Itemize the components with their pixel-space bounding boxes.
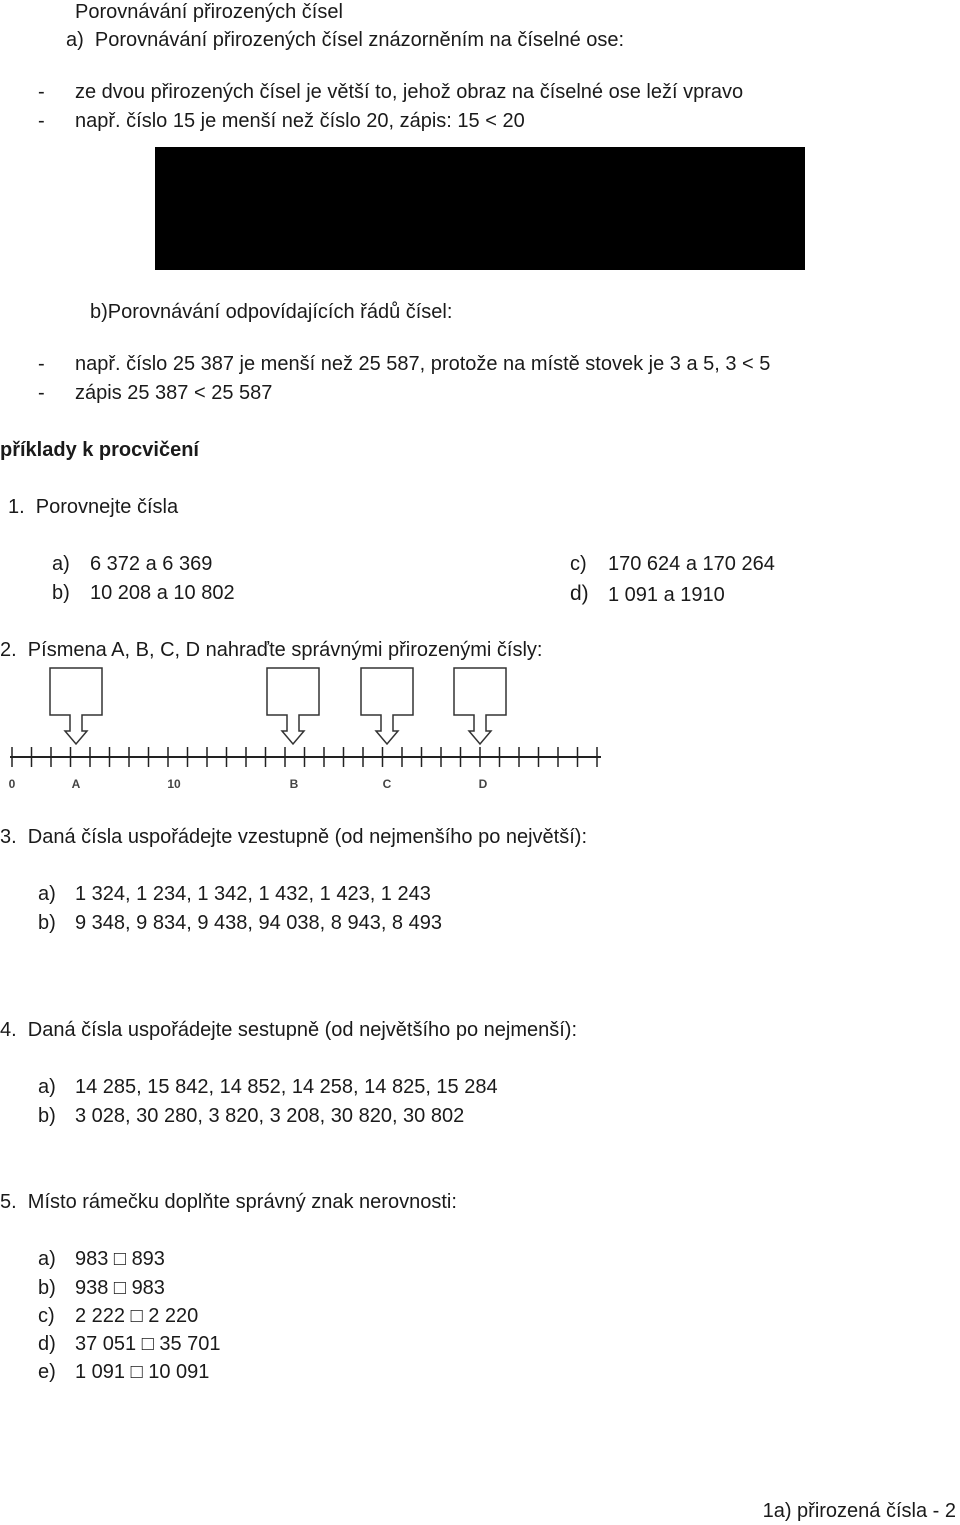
axis-label-d: D	[478, 777, 488, 791]
bullet-dash: -	[38, 81, 45, 103]
ex1-label-c: c)	[570, 553, 587, 575]
section-a-bullet-1: ze dvou přirozených čísel je větší to, jehož obraz na číselné ose leží vpravo	[75, 81, 744, 103]
ex1-title: 1. Porovnejte čísla	[8, 496, 179, 518]
callout-box-d	[454, 668, 506, 744]
ex4-label-a: a)	[38, 1076, 56, 1098]
bullet-dash: -	[38, 353, 45, 375]
ex5-item-b: 938 □ 983	[75, 1277, 165, 1299]
section-b-heading: b)Porovnávání odpovídajících řádů čísel:	[90, 301, 453, 323]
ex1-label-b: b)	[52, 582, 70, 604]
ex5-label-a: a)	[38, 1248, 56, 1270]
ex3-label-a: a)	[38, 883, 56, 905]
page-footer: 1a) přirozená čísla - 2	[762, 1500, 956, 1522]
page-title: Porovnávání přirozených čísel	[75, 1, 343, 23]
axis-label-c: C	[382, 777, 392, 791]
callout-box-a	[50, 668, 102, 744]
ex1-item-c: 170 624 a 170 264	[608, 553, 775, 575]
practice-heading: příklady k procvičení	[0, 439, 199, 461]
ex1-label-d: d)	[570, 582, 589, 605]
ex2-title: 2. Písmena A, B, C, D nahraďte správnými přirozenými čísly:	[0, 639, 543, 661]
ex3-label-b: b)	[38, 912, 56, 934]
axis-label-0: 0	[8, 777, 16, 791]
ex3-item-a: 1 324, 1 234, 1 342, 1 432, 1 423, 1 243	[75, 883, 431, 905]
section-b-bullet-1: např. číslo 25 387 je menší než 25 587, protože na místě stovek je 3 a 5, 3 < 5	[75, 353, 771, 375]
ex5-item-e: 1 091 □ 10 091	[75, 1361, 210, 1383]
ex5-item-c: 2 222 □ 2 220	[75, 1305, 199, 1327]
callout-box-c	[361, 668, 413, 744]
ex5-item-d: 37 051 □ 35 701	[75, 1333, 221, 1355]
ex3-item-b: 9 348, 9 834, 9 438, 94 038, 8 943, 8 493	[75, 912, 442, 934]
section-a-heading: a) Porovnávání přirozených čísel znázorněním na číselné ose:	[66, 29, 625, 51]
callout-box-b	[267, 668, 319, 744]
axis-label-b: B	[289, 777, 299, 791]
bullet-dash: -	[38, 110, 45, 132]
bullet-dash: -	[38, 382, 45, 404]
ex5-label-c: c)	[38, 1305, 55, 1327]
ex1-item-b: 10 208 a 10 802	[90, 582, 235, 604]
ex4-label-b: b)	[38, 1105, 56, 1127]
section-b-bullet-2: zápis 25 387 < 25 587	[75, 382, 273, 404]
ex5-item-a: 983 □ 893	[75, 1248, 165, 1270]
ex5-title: 5. Místo rámečku doplňte správný znak nerovnosti:	[0, 1191, 457, 1213]
ex5-label-b: b)	[38, 1277, 56, 1299]
ex4-item-b: 3 028, 30 280, 3 820, 3 208, 30 820, 30 802	[75, 1105, 465, 1127]
ex3-title: 3. Daná čísla uspořádejte vzestupně (od nejmenšího po největší):	[0, 826, 588, 848]
ex4-item-a: 14 285, 15 842, 14 852, 14 258, 14 825, 15 284	[75, 1076, 498, 1098]
section-a-bullet-2: např. číslo 15 je menší než číslo 20, zápis: 15 < 20	[75, 110, 525, 132]
ex1-item-d: 1 091 a 1910	[608, 584, 725, 606]
axis-label-a: A	[71, 777, 81, 791]
ex4-title: 4. Daná čísla uspořádejte sestupně (od největšího po nejmenší):	[0, 1019, 578, 1041]
ex1-label-a: a)	[52, 553, 70, 575]
ex5-label-e: e)	[38, 1361, 56, 1383]
axis-label-10: 10	[167, 777, 181, 791]
ex5-label-d: d)	[38, 1333, 56, 1355]
ex1-item-a: 6 372 a 6 369	[90, 553, 213, 575]
